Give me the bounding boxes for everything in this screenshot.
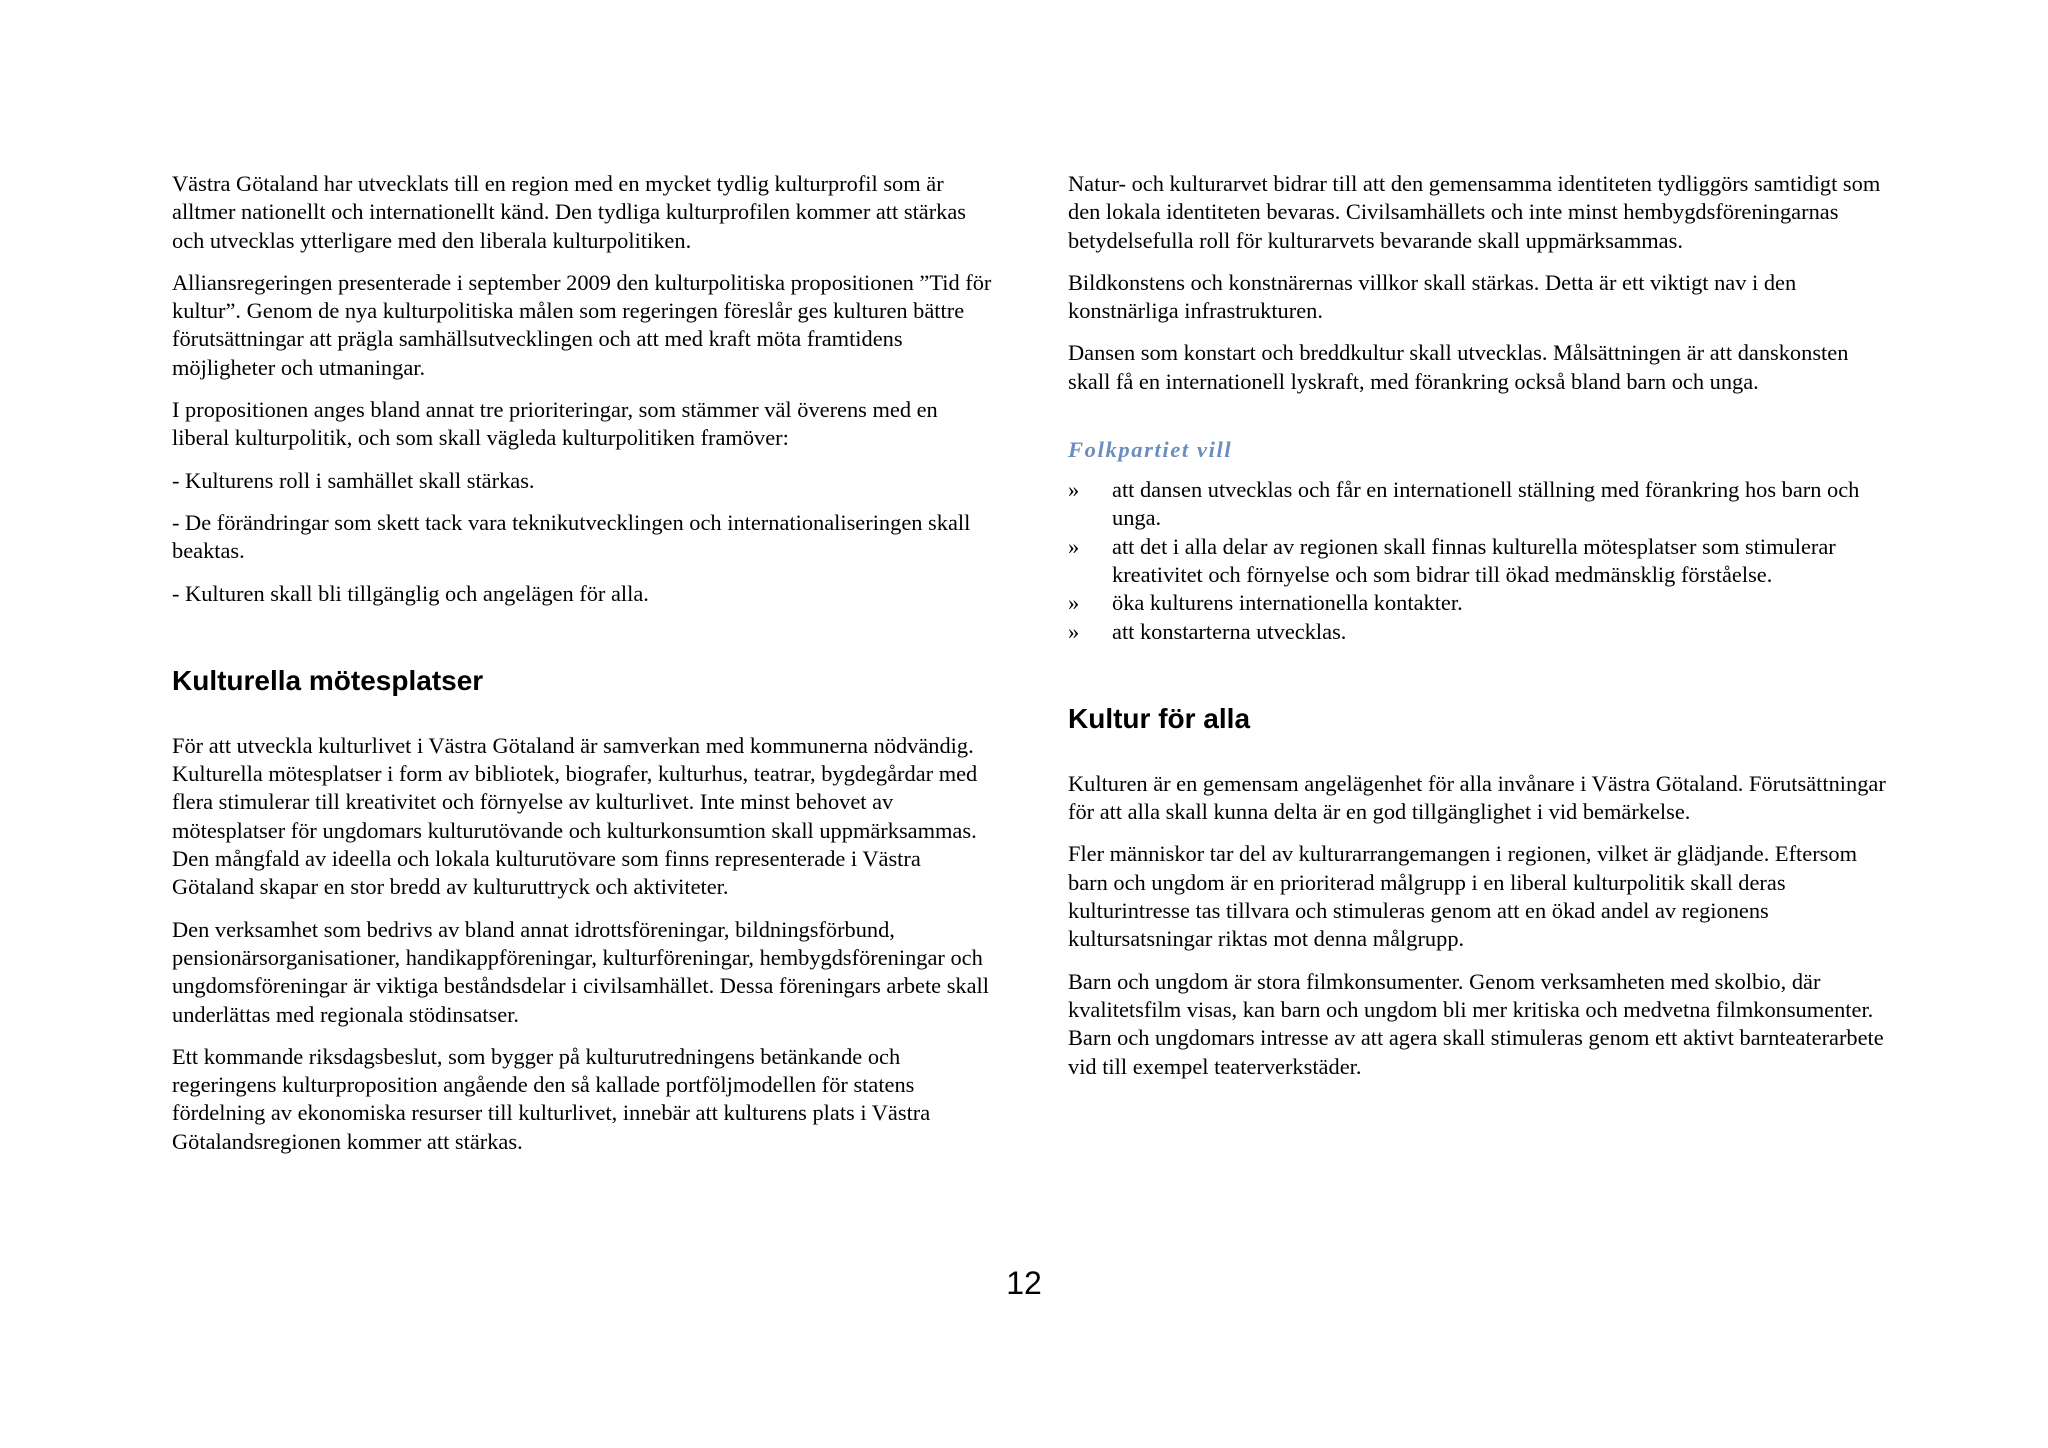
section-paragraph: För att utveckla kulturlivet i Västra Götaland är samverkan med kommunerna nödvändig. Kulturella mötesplatser i form av bibliotek, biografer, kulturhus, teatrar, bygdegårdar med flera stimulerar till kreativitet och förnyelse av kulturlivet. Inte minst behovet av mötesplatser för ungdomars kulturutövande och kulturkonsumtion skall uppmärksammas. Den mångfald av ideella och lokala kulturutövare som finns representerade i Västra Götaland skapar en stor bredd av kulturuttryck och aktiviteter. <box>172 732 978 900</box>
section-paragraph: Barn och ungdom är stora filmkonsumenter. Genom verksamheten med skolbio, där kvalitetsfilm visas, kan barn och ungdom bli mer kritiska och medvetna filmkonsumenter. Barn och ungdomars intresse av att agera skall stimuleras genom ett aktivt barnteaterarbete vid till exempel teaterverkstäder. <box>1068 968 1884 1079</box>
section-paragraph: Den verksamhet som bedrivs av bland annat idrottsföreningar, bildningsförbund, pensionärsorganisationer, handikappföreningar, kulturföreningar, hembygdsföreningar och ungdomsföreningar är viktiga beståndsdelar i civilsamhället. Dessa föreningars arbete skall underlättas med regionala stödinsatser. <box>172 916 989 1027</box>
priority-item: - De förändringar som skett tack vara teknikutvecklingen och internationaliseringen skall beaktas. <box>172 509 971 564</box>
bullet-icon: » <box>1068 618 1080 644</box>
list-item <box>1068 476 1888 533</box>
list-item <box>1068 589 1888 617</box>
intro-paragraph: Bildkonstens och konstnärernas villkor skall stärkas. Detta är ett viktigt nav i den konstnärliga infrastrukturen. <box>1068 269 1797 324</box>
section-heading-kultur-for-alla: Kultur för alla <box>1068 702 1251 734</box>
list-item-text: öka kulturens internationella kontakter. <box>1112 590 1463 616</box>
bullet-icon: » <box>1068 533 1080 559</box>
sub-heading-folkpartiet-vill: Folkpartiet vill <box>1068 437 1233 463</box>
section-paragraph: Ett kommande riksdagsbeslut, som bygger på kulturutredningens betänkande och regeringens kulturproposition angående den så kallade portföljmodellen för statens fördelning av ekonomiska resurser till kulturlivet, innebär att kulturens plats i Västra Götalandsregionen kommer att stärkas. <box>172 1043 931 1154</box>
intro-paragraph: Västra Götaland har utvecklats till en region med en mycket tydlig kulturprofil som är alltmer nationellt och internationellt känd. Den tydliga kulturprofilen kommer att stärkas och utvecklas ytterligare med den liberala kulturpolitiken. <box>172 171 967 253</box>
section-paragraph: Fler människor tar del av kulturarrangemangen i regionen, vilket är glädjande. Eftersom barn och ungdom är en prioriterad målgrupp i en liberal kulturpolitik skall deras kulturintresse tas tillvara och stimuleras genom att en ökad andel av regionens kultursatsningar riktas mot denna målgrupp. <box>1068 841 1857 952</box>
bullet-icon: » <box>1068 477 1080 503</box>
priority-item: - Kulturens roll i samhället skall stärkas. <box>172 467 535 493</box>
right-column <box>1068 170 1888 1095</box>
left-column <box>172 170 992 1170</box>
section-heading-kulturella-motesplatser: Kulturella mötesplatser <box>172 664 484 696</box>
list-item-text: att dansen utvecklas och får en internationell ställning med förankring hos barn och unga. <box>1112 477 1860 531</box>
intro-paragraph: I propositionen anges bland annat tre prioriteringar, som stämmer väl överens med en liberal kulturpolitik, och som skall vägleda kulturpolitiken framöver: <box>172 397 938 451</box>
list-item-text: att det i alla delar av regionen skall finnas kulturella mötesplatser som stimulerar kreativitet och förnyelse och som bidrar till ökad medmänsklig förståelse. <box>1112 533 1836 587</box>
intro-paragraph: Dansen som konstart och breddkultur skall utvecklas. Målsättningen är att danskonsten skall få en internationell lyskraft, med förankring också bland barn och unga. <box>1068 340 1849 394</box>
list-item <box>1068 533 1888 590</box>
bullet-list <box>1068 476 1888 646</box>
priority-item: - Kulturen skall bli tillgänglig och angelägen för alla. <box>172 580 649 606</box>
list-item <box>1068 618 1888 646</box>
list-item-text: att konstarterna utvecklas. <box>1112 618 1347 644</box>
section-paragraph: Kulturen är en gemensam angelägenhet för alla invånare i Västra Götaland. Förutsättningar för att alla skall kunna delta är en god tillgänglighet i vid bemärkelse. <box>1068 770 1886 825</box>
intro-paragraph: Alliansregeringen presenterade i september 2009 den kulturpolitiska propositionen ”Tid för kultur”. Genom de nya kulturpolitiska målen som regeringen föreslår ges kulturen bättre förutsättningar att prägla samhällsutvecklingen och att med kraft möta framtidens möjligheter och utmaningar. <box>172 269 992 380</box>
intro-paragraph: Natur- och kulturarvet bidrar till att den gemensamma identiteten tydliggörs samtidigt som den lokala identiteten bevaras. Civilsamhällets och inte minst hembygdsföreningarnas betydelsefulla roll för kulturarvets bevarande skall uppmärksammas. <box>1068 171 1881 253</box>
page-number: 12 <box>1006 1265 1042 1301</box>
bullet-icon: » <box>1068 590 1080 616</box>
